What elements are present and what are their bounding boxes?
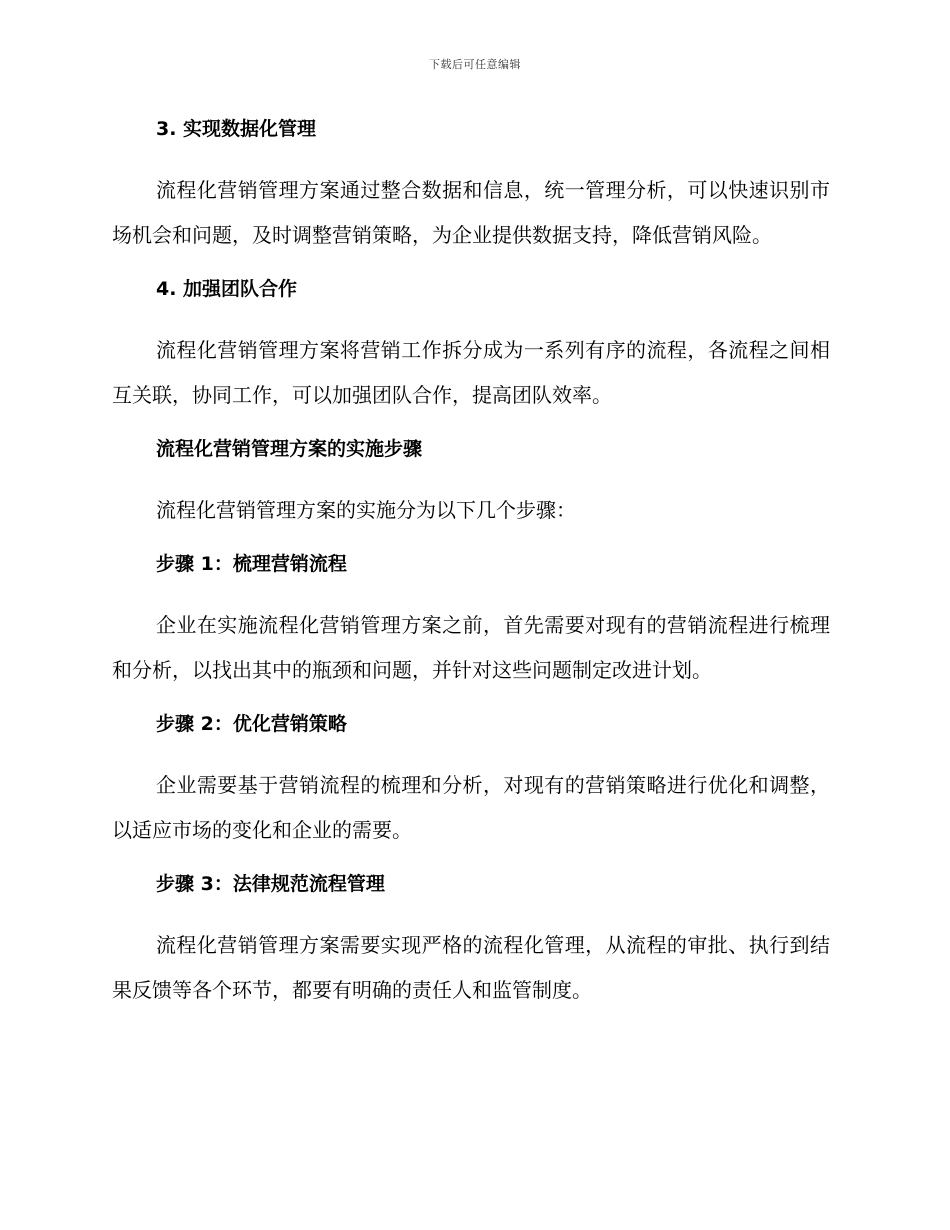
step-1-heading: 步骤 1：梳理营销流程 (156, 553, 347, 575)
section-heading-implementation-steps: 流程化营销管理方案的实施步骤 (156, 438, 423, 460)
step-2-paragraph: 企业需要基于营销流程的梳理和分析，对现有的营销策略进行优化和调整，以适应市场的变化和企业的需要。 (112, 773, 830, 842)
paragraph-team-cooperation: 流程化营销管理方案将营销工作拆分成为一系列有序的流程，各流程之间相互关联，协同工作，可以加强团队合作，提高团队效率。 (112, 338, 830, 407)
step-3-paragraph: 流程化营销管理方案需要实现严格的流程化管理，从流程的审批、执行到结果反馈等各个环节，都要有明确的责任人和监管制度。 (112, 933, 830, 1002)
section-heading-data-management: 3. 实现数据化管理 (156, 118, 317, 140)
document-body (112, 112, 830, 1027)
page-header: 下载后可任意编辑 (429, 58, 521, 71)
paragraph-implementation-intro: 流程化营销管理方案的实施分为以下几个步骤： (156, 498, 576, 522)
paragraph-data-management: 流程化营销管理方案通过整合数据和信息，统一管理分析，可以快速识别市场机会和问题，及时调整营销策略，为企业提供数据支持，降低营销风险。 (112, 178, 830, 247)
step-2-heading: 步骤 2：优化营销策略 (156, 713, 347, 735)
step-1-paragraph: 企业在实施流程化营销管理方案之前，首先需要对现有的营销流程进行梳理和分析，以找出其中的瓶颈和问题，并针对这些问题制定改进计划。 (112, 613, 830, 682)
section-heading-team-cooperation: 4. 加强团队合作 (156, 278, 298, 300)
step-3-heading: 步骤 3：法律规范流程管理 (156, 873, 385, 895)
